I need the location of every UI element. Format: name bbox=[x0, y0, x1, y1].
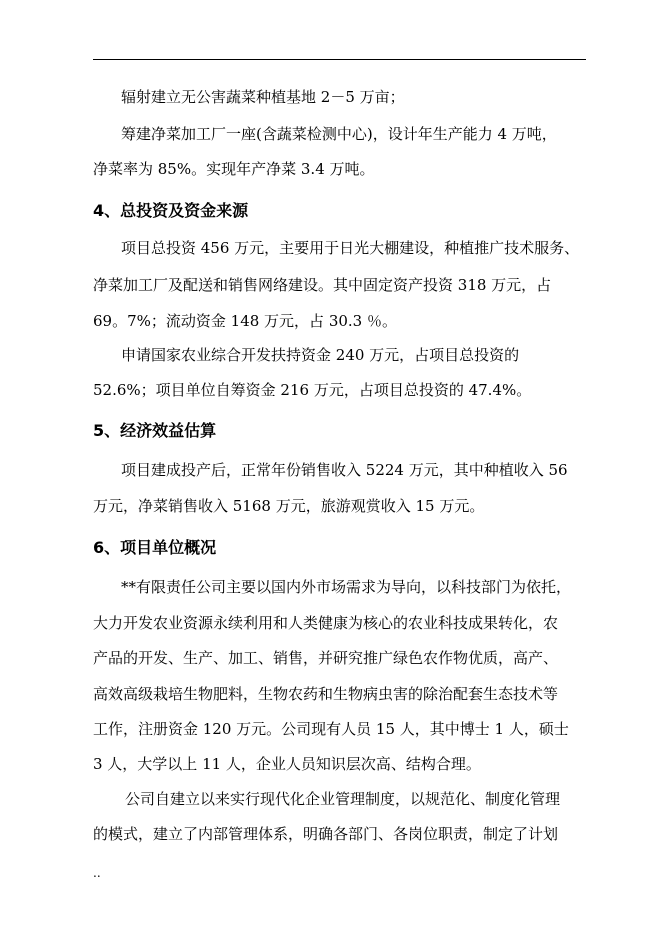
text-line: 申请国家农业综合开发扶持资金 240 万元，占项目总投资的 bbox=[121, 346, 520, 364]
text-line: **有限责任公司主要以国内外市场需求为导向，以科技部门为依托， bbox=[121, 578, 572, 596]
text-line: 辐射建立无公害蔬菜种植基地 2－5 万亩； bbox=[121, 88, 405, 106]
text-line: 52.6%；项目单位自筹资金 216 万元，占项目总投资的 47.4%。 bbox=[93, 381, 532, 399]
text-line: 3 人，大学以上 11 人，企业人员知识层次高、结构合理。 bbox=[93, 755, 481, 773]
text-line: 大力开发农业资源永续利用和人类健康为核心的农业科技成果转化，农 bbox=[93, 614, 559, 632]
section-heading: 5、经济效益估算 bbox=[93, 421, 217, 440]
text-line: 公司自建立以来实行现代化企业管理制度，以规范化、制度化管理 bbox=[125, 790, 561, 808]
text-line: 项目建成投产后，正常年份销售收入 5224 万元，其中种植收入 56 bbox=[121, 461, 568, 479]
text-line: 净菜加工厂及配送和销售网络建设。其中固定资产投资 318 万元，占 bbox=[93, 276, 552, 294]
text-line: 69。7%；流动资金 148 万元，占 30.3 ％。 bbox=[93, 312, 397, 330]
section-heading: 4、总投资及资金来源 bbox=[93, 201, 249, 220]
section-heading: 6、项目单位概况 bbox=[93, 538, 217, 557]
text-line: 净菜率为 85%。实现年产净菜 3.4 万吨。 bbox=[93, 160, 375, 178]
text-line: 筹建净菜加工厂一座(含蔬菜检测中心)，设计年生产能力 4 万吨， bbox=[121, 125, 557, 143]
text-line: 万元，净菜销售收入 5168 万元，旅游观赏收入 15 万元。 bbox=[93, 497, 485, 515]
text-line: 项目总投资 456 万元，主要用于日光大棚建设，种植推广技术服务、 bbox=[121, 239, 580, 257]
footer-mark: .. bbox=[93, 866, 101, 880]
header-rule bbox=[93, 59, 586, 60]
text-line: 高效高级栽培生物肥料，生物农药和生物病虫害的除治配套生态技术等 bbox=[93, 685, 559, 703]
text-line: 工作，注册资金 120 万元。公司现有人员 15 人，其中博士 1 人，硕士 bbox=[93, 720, 569, 738]
text-line: 产品的开发、生产、加工、销售，并研究推广绿色农作物优质，高产、 bbox=[93, 649, 559, 667]
text-line: 的模式，建立了内部管理体系，明确各部门、各岗位职责，制定了计划 bbox=[93, 825, 559, 843]
